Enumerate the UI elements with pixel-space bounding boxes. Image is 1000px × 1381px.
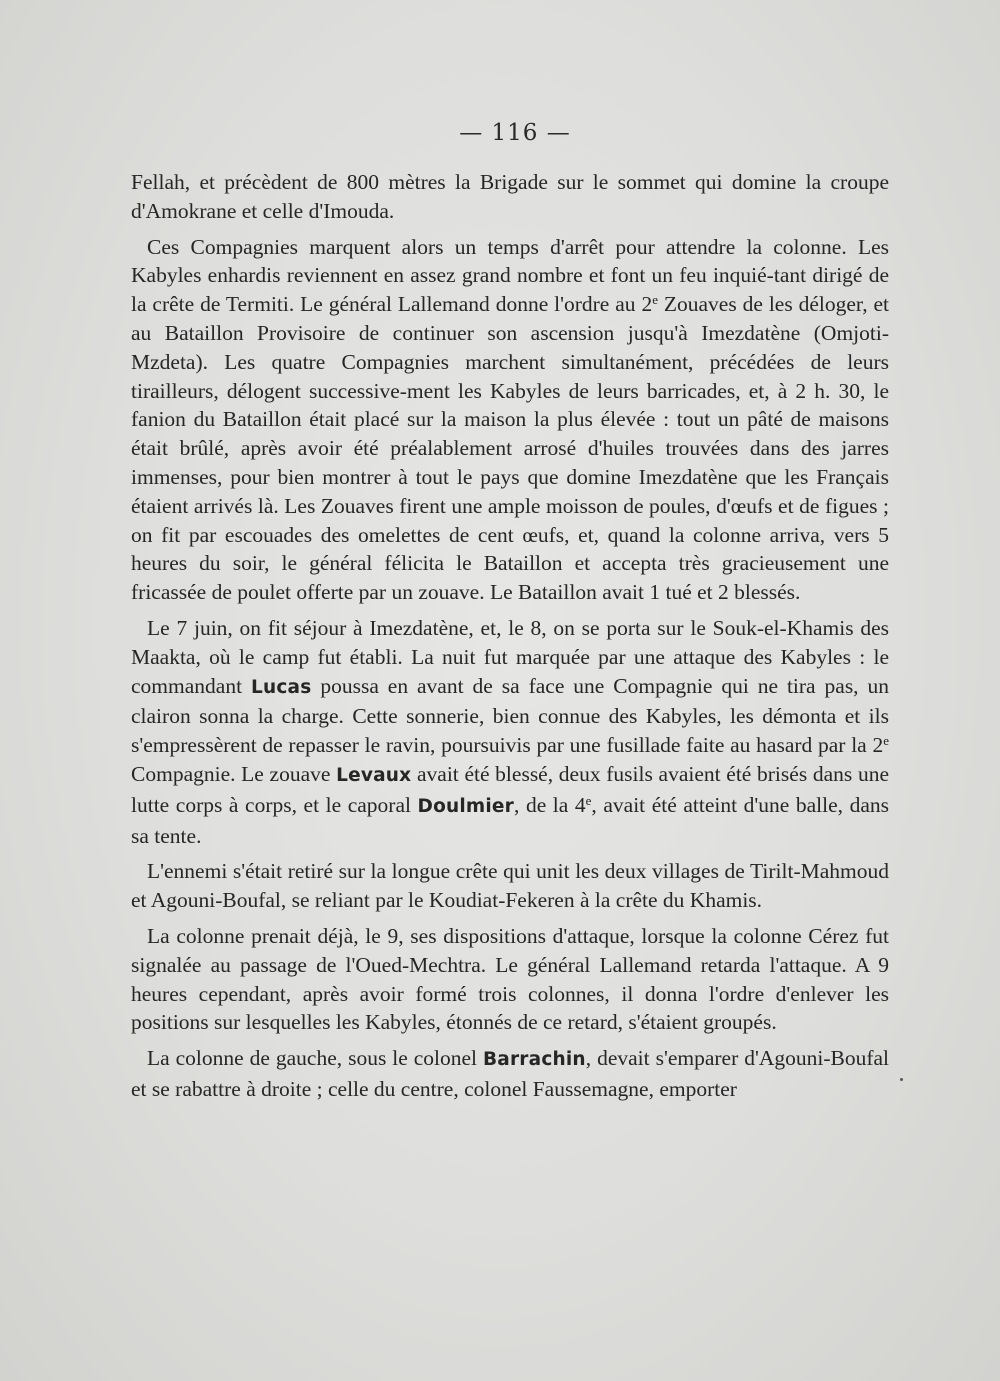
paper-speck <box>900 1078 903 1081</box>
superscript: e <box>883 733 889 749</box>
person-name-doulmier: Doulmier <box>417 795 514 817</box>
paragraph-3: Le 7 juin, on fit séjour à Imezdatène, et, le 8, on se porta sur le Souk-el-Khamis des Maakta, où le camp fut établi. La nuit fut marquée par une attaque des Kabyles : le commandant Lucas poussa en avant de sa face une Compagnie qui ne tira pas, un clairon sonna la charge. Cette sonnerie, bien connue des Kabyles, les démonta et ils s'empressèrent de repasser le ravin, poursuivis par une fusillade faite au hasard par la 2e Compagnie. Le zouave Levaux avait été blessé, deux fusils avaient été brisés dans une lutte corps à corps, et le caporal Doulmier, de la 4e, avait été atteint d'une balle, dans sa tente. <box>131 615 889 848</box>
paragraph-6: La colonne de gauche, sous le colonel Barrachin, devait s'emparer d'Agouni-Boufal et se rabattre à droite ; celle du centre, colonel Faussemagne, emporter <box>131 1046 889 1101</box>
person-name-barrachin: Barrachin <box>483 1049 586 1071</box>
superscript: e <box>585 792 592 808</box>
person-name-levaux: Levaux <box>336 764 412 786</box>
paragraph-4: L'ennemi s'était retiré sur la longue crête qui unit les deux villages de Tirilt-Mahmoud et Agouni-Boufal, se reliant par le Koudiat-Fekeren à la crête du Khamis. <box>131 859 889 913</box>
paragraph-2: Ces Compagnies marquent alors un temps d'arrêt pour attendre la colonne. Les Kabyles enhardis reviennent en assez grand nombre et font un feu inquié-tant dirigé de la crête de Termiti. Le général Lallemand donne l'ordre au 2e Zouaves de les déloger, et au Bataillon Provisoire de continuer son ascension jusqu'à Imezdatène (Omjoti-Mzdeta). Les quatre Compagnies marchent simultanément, précédées de leurs tirailleurs, délogent successive-ment les Kabyles de leurs barricades, et, à 2 h. 30, le fanion du Bataillon était placé sur la maison la plus élevée : tout un pâté de maisons était brûlé, après avoir été préalablement arrosé d'huiles trouvées dans des jarres immenses, pour bien montrer à tout le pays que domine Imezdatène que les Français étaient arrivés là. Les Zouaves firent une ample moisson de poules, d'œufs et de figues ; on fit par escouades des omelettes de cent œufs, et, quand la colonne arriva, vers 5 heures du soir, le général félicita le Bataillon et accepta très gracieusement une fricassée de poulet offerte par un zouave. Le Bataillon avait 1 tué et 2 blessés. <box>131 234 889 605</box>
page-number: — 116 — <box>459 120 571 146</box>
body-text <box>131 168 889 1111</box>
paragraph-5: La colonne prenait déjà, le 9, ses dispositions d'attaque, lorsque la colonne Cérez fut signalée au passage de l'Oued-Mechtra. Le général Lallemand retarda l'attaque. A 9 heures cependant, après avoir formé trois colonnes, il donna l'ordre d'enlever les positions sur lesquelles les Kabyles, étonnés de ce retard, s'étaient groupés. <box>131 923 889 1035</box>
person-name-lucas: Lucas <box>250 676 312 698</box>
paragraph-1: Fellah, et précèdent de 800 mètres la Brigade sur le sommet qui domine la croupe d'Amokrane et celle d'Imouda. <box>131 170 889 223</box>
superscript: e <box>652 292 658 308</box>
